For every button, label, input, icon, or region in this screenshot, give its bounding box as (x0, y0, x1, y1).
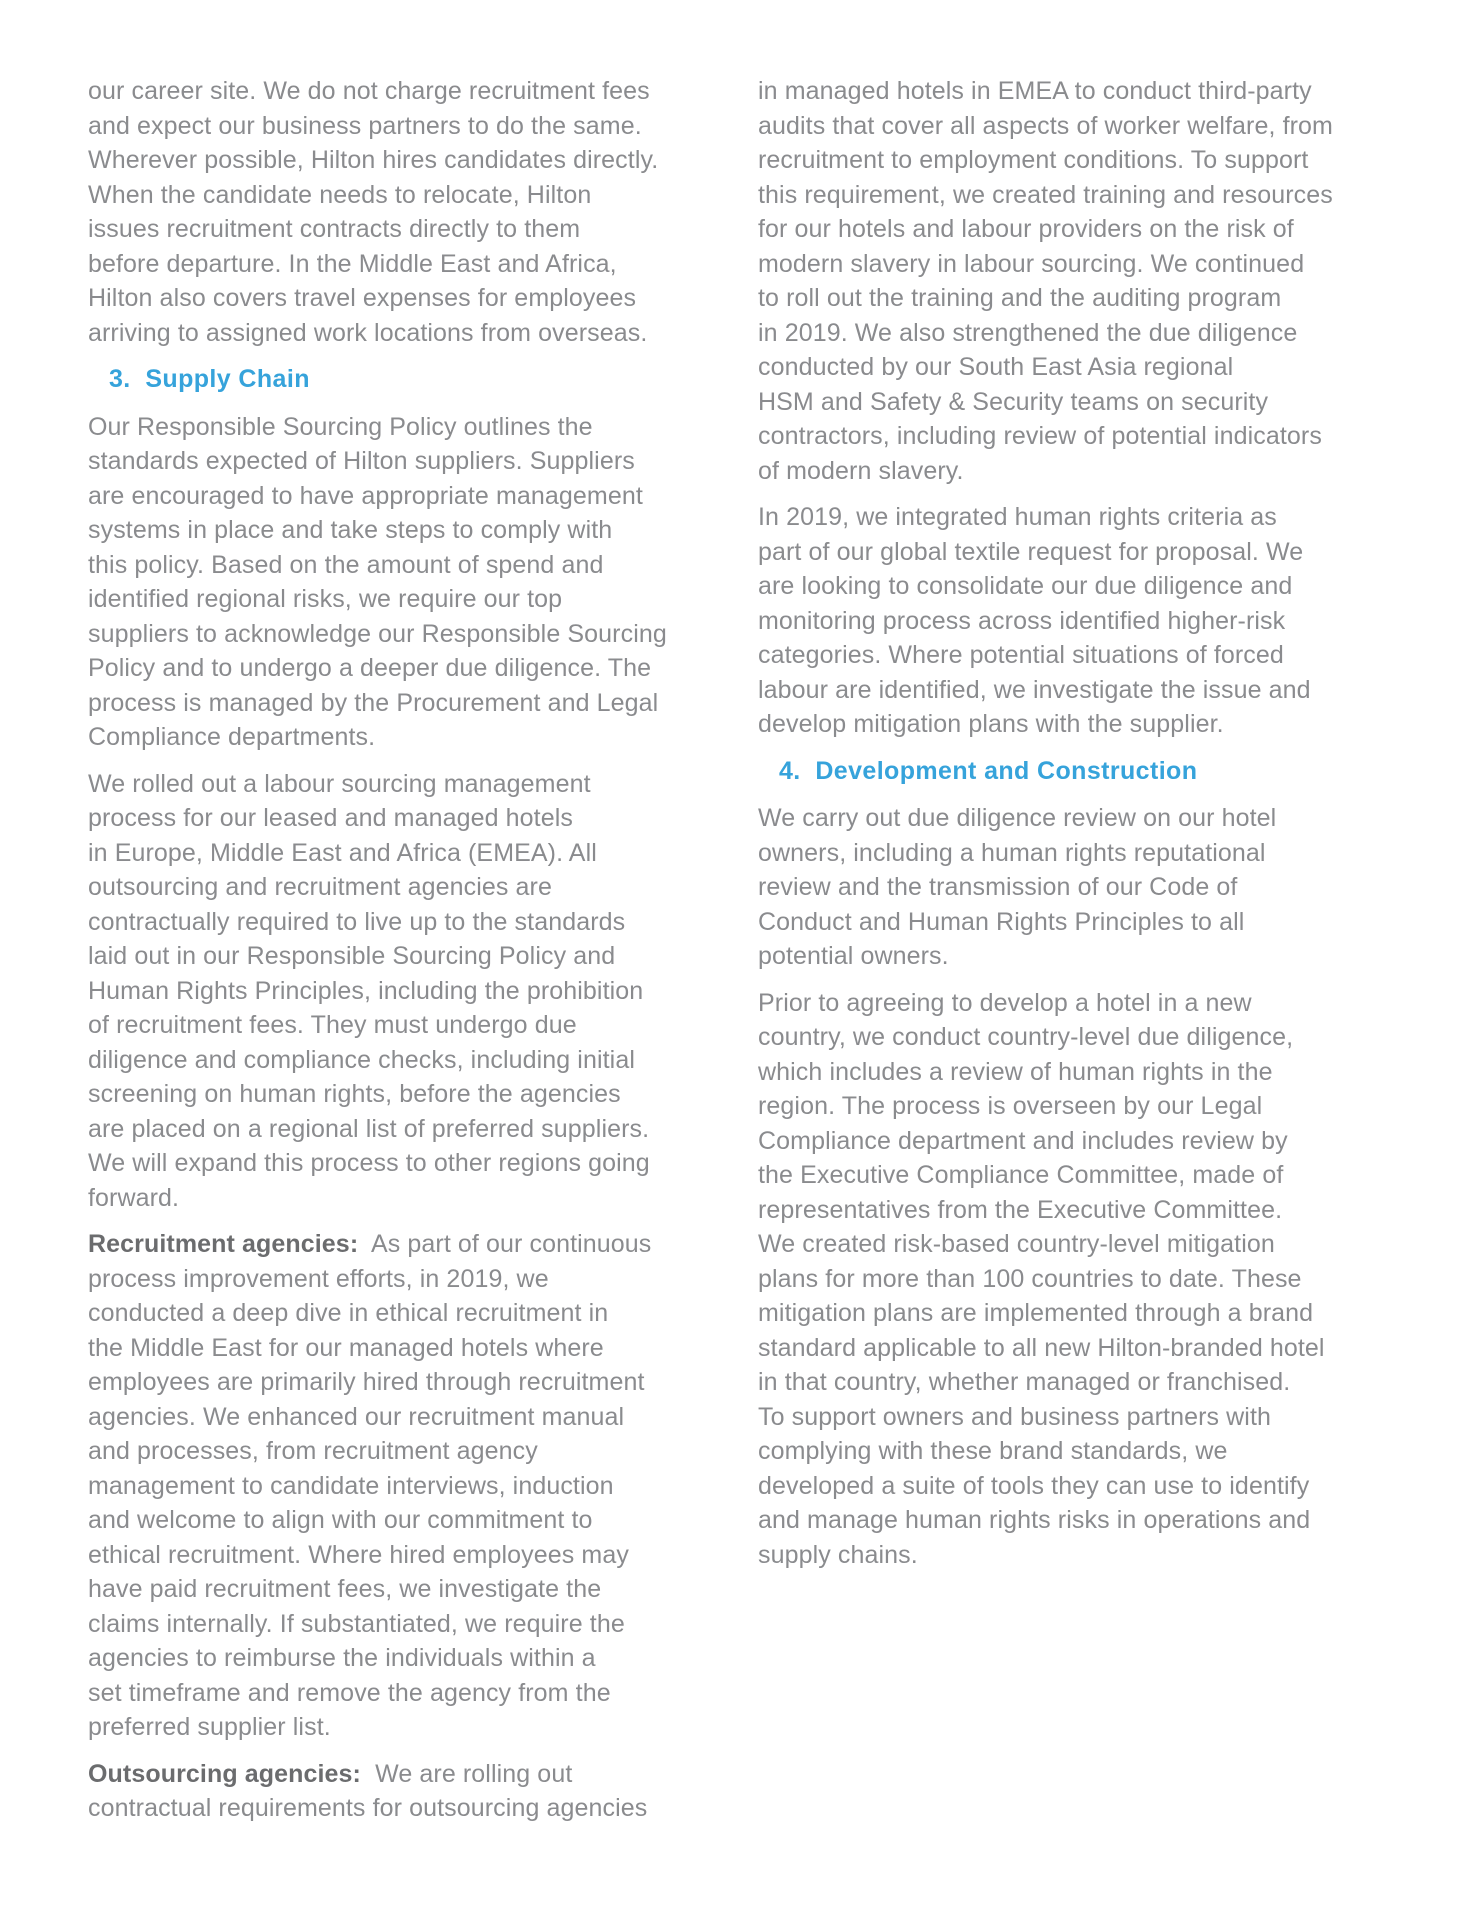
text-line: claims internally. If substantiated, we require the (88, 1609, 625, 1638)
text-line: labour are identified, we investigate the issue and (758, 675, 1311, 704)
text-line: in 2019. We also strengthened the due diligence (758, 318, 1298, 347)
text-line: Conduct and Human Rights Principles to all (758, 907, 1245, 936)
text-line: mitigation plans are implemented through a brand (758, 1299, 1314, 1327)
text-line: We rolled out a labour sourcing management (88, 769, 591, 798)
text-line: to roll out the training and the auditing program (758, 284, 1282, 312)
text-line: forward. (88, 1183, 180, 1212)
text-line: laid out in our Responsible Sourcing Policy and (88, 942, 616, 970)
text-line: We carry out due diligence review on our hotel (758, 804, 1277, 832)
text-line: agencies to reimburse the individuals within a (88, 1644, 596, 1672)
text-line: plans for more than 100 countries to date. These (758, 1264, 1302, 1293)
text-line: We will expand this process to other regions going (88, 1149, 650, 1177)
text-line: the Middle East for our managed hotels where (88, 1333, 604, 1362)
text-line: Compliance departments. (88, 723, 376, 751)
text-line: owners, including a human rights reputational (758, 838, 1266, 867)
section-heading-development-and-construction: 4. Development and Construction (779, 756, 1198, 785)
text-line: Human Rights Principles, including the prohibition (88, 976, 644, 1005)
text-line: identified regional risks, we require our top (88, 585, 563, 613)
text-line: supply chains. (758, 1540, 918, 1569)
text-line: in Europe, Middle East and Africa (EMEA). All (88, 838, 597, 867)
text-line: screening on human rights, before the agencies (88, 1080, 621, 1108)
text-line: this policy. Based on the amount of spend and (88, 550, 604, 579)
left-column (88, 74, 733, 1838)
text-line: our career site. We do not charge recruitment fees (88, 77, 650, 105)
text-line: process for our leased and managed hotels (88, 804, 573, 832)
paragraph (88, 74, 733, 350)
text-line: To support owners and business partners with (758, 1402, 1272, 1431)
text-line: Policy and to undergo a deeper due diligence. The (88, 654, 652, 682)
bold-run-in-label: Recruitment agencies: (88, 1230, 359, 1258)
text-line: arriving to assigned work locations from overseas. (88, 318, 648, 347)
text-line: are looking to consolidate our due diligence and (758, 572, 1293, 600)
text-line: systems in place and take steps to comply with (88, 516, 613, 544)
text-line: which includes a review of human rights in the (758, 1057, 1273, 1086)
text-line: and processes, from recruitment agency (88, 1437, 538, 1465)
text-line: standard applicable to all new Hilton-branded hotel (758, 1333, 1325, 1362)
paragraph (758, 801, 1428, 974)
text-line: and expect our business partners to do the same. (88, 111, 642, 140)
text-line: complying with these brand standards, we (758, 1437, 1228, 1465)
text-line: review and the transmission of our Code of (758, 873, 1238, 901)
text-line: recruitment to employment conditions. To support (758, 146, 1309, 174)
text-line: conducted a deep dive in ethical recruitment in (88, 1299, 609, 1327)
section-heading-supply-chain: 3. Supply Chain (109, 365, 310, 393)
text-line: preferred supplier list. (88, 1713, 331, 1741)
paragraph (88, 1757, 733, 1826)
text-line: process is managed by the Procurement and Legal (88, 688, 659, 717)
text-line: When the candidate needs to relocate, Hilton (88, 180, 592, 209)
text-line: develop mitigation plans with the supplier. (758, 710, 1224, 738)
text-line: in managed hotels in EMEA to conduct third-party (758, 77, 1312, 105)
text-line: categories. Where potential situations of forced (758, 641, 1284, 669)
text-line: developed a suite of tools they can use to identify (758, 1471, 1310, 1500)
text-line: this requirement, we created training and resources (758, 180, 1333, 209)
text-line: outsourcing and recruitment agencies are (88, 873, 552, 901)
text-line: representatives from the Executive Committee. (758, 1195, 1283, 1224)
text-line: have paid recruitment fees, we investigate the (88, 1575, 602, 1603)
text-line: country, we conduct country-level due diligence, (758, 1023, 1294, 1051)
text-line: management to candidate interviews, induction (88, 1471, 614, 1500)
text-line: diligence and compliance checks, including initial (88, 1045, 635, 1074)
text-line: of modern slavery. (758, 456, 964, 485)
paragraph (758, 500, 1428, 742)
paragraph (88, 767, 733, 1216)
text-line: issues recruitment contracts directly to them (88, 215, 581, 243)
text-line: Hilton also covers travel expenses for employees (88, 284, 637, 312)
text-line: region. The process is overseen by our Legal (758, 1092, 1263, 1120)
text-line: Recruitment agencies: As part of our continuous (88, 1230, 652, 1258)
text-line: the Executive Compliance Committee, made of (758, 1161, 1284, 1189)
text-line: audits that cover all aspects of worker welfare, from (758, 111, 1333, 140)
text-line: employees are primarily hired through recruitment (88, 1368, 645, 1396)
text-line: for our hotels and labour providers on the risk of (758, 215, 1294, 243)
text-line: suppliers to acknowledge our Responsible Sourcing (88, 619, 667, 648)
text-line: part of our global textile request for proposal. We (758, 537, 1304, 566)
paragraph (758, 74, 1428, 488)
paragraph (758, 986, 1428, 1573)
text-line: of recruitment fees. They must undergo due (88, 1011, 577, 1039)
text-line: contractual requirements for outsourcing agencies (88, 1794, 648, 1822)
text-line: agencies. We enhanced our recruitment manual (88, 1402, 625, 1431)
text-line: In 2019, we integrated human rights criteria as (758, 503, 1277, 531)
text-line: contractually required to live up to the standards (88, 907, 626, 936)
text-line: process improvement efforts, in 2019, we (88, 1264, 549, 1293)
text-line: Our Responsible Sourcing Policy outlines the (88, 412, 593, 441)
text-line: ethical recruitment. Where hired employees may (88, 1540, 629, 1569)
text-line: modern slavery in labour sourcing. We continued (758, 249, 1305, 278)
text-line: HSM and Safety & Security teams on security (758, 387, 1269, 416)
text-line: contractors, including review of potential indicators (758, 422, 1322, 450)
text-line: conducted by our South East Asia regional (758, 353, 1234, 381)
text-line: Prior to agreeing to develop a hotel in a new (758, 988, 1252, 1017)
text-line: in that country, whether managed or franchised. (758, 1368, 1291, 1396)
text-line: We created risk-based country-level mitigation (758, 1230, 1275, 1258)
paragraph (88, 410, 733, 755)
text-line: potential owners. (758, 942, 949, 970)
text-line: before departure. In the Middle East and Africa, (88, 249, 617, 278)
text-line: set timeframe and remove the agency from the (88, 1678, 611, 1707)
paragraph (88, 1227, 733, 1745)
text-line: monitoring process across identified higher-risk (758, 606, 1286, 635)
text-line: standards expected of Hilton suppliers. Suppliers (88, 447, 635, 475)
text-line: Wherever possible, Hilton hires candidates directly. (88, 146, 659, 174)
bold-run-in-label: Outsourcing agencies: (88, 1759, 361, 1788)
text-line: Outsourcing agencies: We are rolling out (88, 1759, 573, 1788)
text-line: are encouraged to have appropriate management (88, 481, 643, 510)
right-column (758, 74, 1428, 1584)
text-line: Compliance department and includes review by (758, 1126, 1288, 1155)
text-line: and manage human rights risks in operations and (758, 1506, 1311, 1534)
text-line: and welcome to align with our commitment to (88, 1506, 593, 1534)
text-line: are placed on a regional list of preferred suppliers. (88, 1114, 650, 1143)
